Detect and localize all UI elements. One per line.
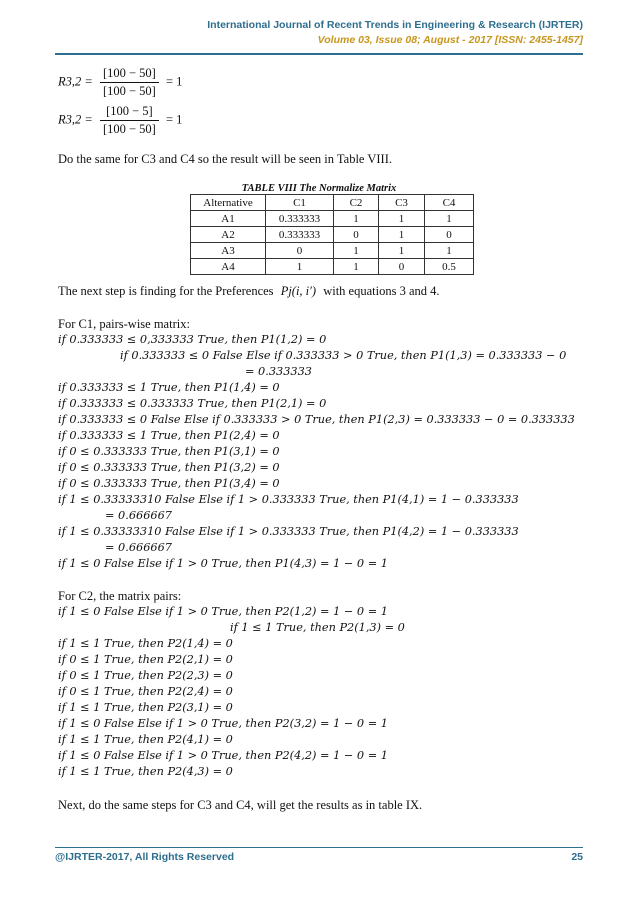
c2-line: if 1 ≤ 1 True, then P2(1,4) = 0 <box>58 637 233 650</box>
table-cell: 0.5 <box>425 259 474 275</box>
table-cell: 0 <box>266 243 334 259</box>
c1-line: if 0.333333 ≤ 0.333333 True, then P1(2,1) = 0 <box>58 397 327 410</box>
journal-header <box>207 18 583 48</box>
paragraph-next: Next, do the same steps for C3 and C4, will get the results as in table IX. <box>58 798 423 812</box>
c2-line: if 1 ≤ 1 True, then P2(4,1) = 0 <box>58 733 233 746</box>
c2-line: if 1 ≤ 1 True, then P2(3,1) = 0 <box>58 701 233 714</box>
c1-line: = 0.333333 <box>245 365 312 378</box>
table-cell: 1 <box>425 243 474 259</box>
fraction <box>100 66 159 99</box>
c1-line: if 0 ≤ 0.333333 True, then P1(3,2) = 0 <box>58 461 280 474</box>
c2-line: if 0 ≤ 1 True, then P2(2,1) = 0 <box>58 653 233 666</box>
fraction-denominator: [100 − 50] <box>102 84 156 98</box>
fraction-rhs: = 1 <box>165 74 183 89</box>
table-cell: 1 <box>379 211 425 227</box>
table-cell: 1 <box>334 211 379 227</box>
table-row <box>191 243 474 259</box>
c2-line: if 1 ≤ 0 False Else if 1 > 0 True, then P2(1,2) = 1 − 0 = 1 <box>58 605 388 618</box>
c2-line: if 0 ≤ 1 True, then P2(2,4) = 0 <box>58 685 233 698</box>
c1-line: if 1 ≤ 0 False Else if 1 > 0 True, then P1(4,3) = 1 − 0 = 1 <box>58 557 388 570</box>
c1-line: if 0.333333 ≤ 1 True, then P1(1,4) = 0 <box>58 381 280 394</box>
fraction-rhs: = 1 <box>165 112 183 127</box>
page-footer <box>55 851 583 863</box>
table-header-cell: C2 <box>334 195 379 211</box>
table-cell: 1 <box>334 243 379 259</box>
table-header-cell: C3 <box>379 195 425 211</box>
c1-heading: For C1, pairs-wise matrix: <box>58 317 190 331</box>
table-cell: A2 <box>191 227 266 243</box>
table-header-cell: Alternative <box>191 195 266 211</box>
table-cell: A1 <box>191 211 266 227</box>
paragraph-preferences <box>58 284 440 299</box>
table-cell: A4 <box>191 259 266 275</box>
table-row <box>191 211 474 227</box>
pref-symbol: Pj(i, i′) <box>280 284 317 298</box>
fraction-numerator: [100 − 5] <box>100 104 159 121</box>
c1-line: = 0.666667 <box>105 541 172 554</box>
fraction-lhs: R3,2 = <box>58 74 93 89</box>
c2-line: if 1 ≤ 1 True, then P2(4,3) = 0 <box>58 765 233 778</box>
journal-title: International Journal of Recent Trends in Engineering & Research (IJRTER) <box>207 19 583 31</box>
table-header-row <box>191 195 474 211</box>
table-cell: 1 <box>379 227 425 243</box>
table-caption: TABLE VIII The Normalize Matrix <box>241 183 397 194</box>
table-header-cell: C1 <box>266 195 334 211</box>
footer-rule <box>55 847 583 848</box>
header-rule <box>55 53 583 55</box>
c1-line: if 0.333333 ≤ 0 False Else if 0.333333 > 0 True, then P1(2,3) = 0.333333 − 0 = 0.333333 <box>58 413 575 426</box>
c2-line: if 1 ≤ 0 False Else if 1 > 0 True, then P2(3,2) = 1 − 0 = 1 <box>58 717 388 730</box>
c1-line: if 0 ≤ 0.333333 True, then P1(3,1) = 0 <box>58 445 280 458</box>
fraction-numerator: [100 − 50] <box>100 66 159 83</box>
table-row <box>191 227 474 243</box>
fraction-equation-1 <box>58 66 182 99</box>
table-cell: 0.333333 <box>266 211 334 227</box>
c1-line: if 1 ≤ 0.33333310 False Else if 1 > 0.333333 True, then P1(4,1) = 1 − 0.333333 <box>58 493 519 506</box>
table-cell: 1 <box>266 259 334 275</box>
table-header-cell: C4 <box>425 195 474 211</box>
journal-volume: Volume 03, Issue 08; August - 2017 [ISSN: 2455-1457] <box>317 34 583 46</box>
c1-line: if 1 ≤ 0.33333310 False Else if 1 > 0.333333 True, then P1(4,2) = 1 − 0.333333 <box>58 525 519 538</box>
table-cell: 0 <box>379 259 425 275</box>
pref-text-a: The next step is finding for the Preferences <box>58 284 274 298</box>
c2-line: if 1 ≤ 0 False Else if 1 > 0 True, then P2(4,2) = 1 − 0 = 1 <box>58 749 388 762</box>
fraction-equation-2 <box>58 104 182 137</box>
table-cell: A3 <box>191 243 266 259</box>
c1-line: if 0.333333 ≤ 1 True, then P1(2,4) = 0 <box>58 429 280 442</box>
c1-line: if 0 ≤ 0.333333 True, then P1(3,4) = 0 <box>58 477 280 490</box>
c2-line: if 1 ≤ 1 True, then P2(1,3) = 0 <box>230 621 405 634</box>
c2-heading: For C2, the matrix pairs: <box>58 589 182 603</box>
page-number: 25 <box>571 851 583 863</box>
table-cell: 1 <box>425 211 474 227</box>
pref-text-b: with equations 3 and 4. <box>323 284 440 298</box>
c1-line: if 0.333333 ≤ 0,333333 True, then P1(1,2) = 0 <box>58 333 327 346</box>
c1-line: = 0.666667 <box>105 509 172 522</box>
c1-line: if 0.333333 ≤ 0 False Else if 0.333333 > 0 True, then P1(1,3) = 0.333333 − 0 <box>120 349 567 362</box>
table-cell: 0.333333 <box>266 227 334 243</box>
table-cell: 0 <box>425 227 474 243</box>
table-row <box>191 259 474 275</box>
table-cell: 1 <box>379 243 425 259</box>
c2-line: if 0 ≤ 1 True, then P2(2,3) = 0 <box>58 669 233 682</box>
paragraph-same: Do the same for C3 and C4 so the result will be seen in Table VIII. <box>58 152 393 166</box>
table-cell: 0 <box>334 227 379 243</box>
fraction-lhs: R3,2 = <box>58 112 93 127</box>
table-cell: 1 <box>334 259 379 275</box>
normalize-matrix-table <box>190 194 474 275</box>
fraction <box>100 104 159 137</box>
fraction-denominator: [100 − 50] <box>102 122 156 136</box>
footer-copyright: @IJRTER-2017, All Rights Reserved <box>55 851 235 863</box>
